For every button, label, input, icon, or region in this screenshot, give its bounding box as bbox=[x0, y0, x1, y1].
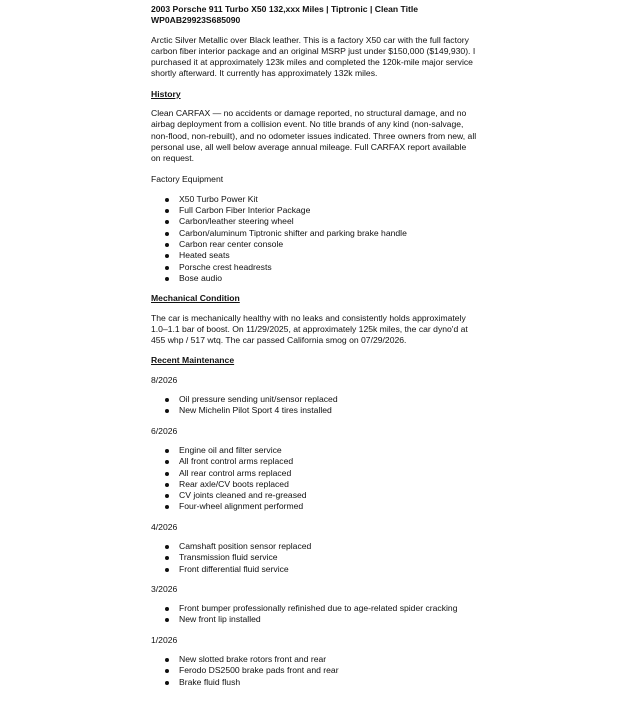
title-vin: WP0AB29923S685090 bbox=[151, 15, 241, 26]
list-item: New Michelin Pilot Sport 4 tires installed bbox=[151, 405, 478, 416]
list-item: CV joints cleaned and re-greased bbox=[151, 490, 478, 501]
list-item: Full Carbon Fiber Interior Package bbox=[151, 205, 478, 216]
list-item: Carbon/aluminum Tiptronic shifter and parking brake handle bbox=[151, 228, 478, 239]
list-item: Heated seats bbox=[151, 250, 478, 261]
list-item: X50 Turbo Power Kit bbox=[151, 194, 478, 205]
page-title bbox=[151, 4, 478, 27]
list-item: Oil pressure sending unit/sensor replaced bbox=[151, 394, 478, 405]
maintenance-list bbox=[151, 654, 478, 688]
history-heading: History bbox=[151, 88, 181, 99]
list-item: Carbon/leather steering wheel bbox=[151, 216, 478, 227]
mechanical-paragraph: The car is mechanically healthy with no leaks and consistently holds approximately 1.0–1.1 bar of boost. On 11/29/2025, at approximately 125k miles, the car dyno'd at 455 whp / 517 wtq. The car passed California smog on 07/29/2026. bbox=[151, 312, 468, 346]
maintenance-date: 8/2026 bbox=[151, 374, 178, 385]
title-line-1: 2003 Porsche 911 Turbo X50 132,xxx Miles | Tiptronic | Clean Title bbox=[151, 4, 419, 14]
history-paragraph: Clean CARFAX — no accidents or damage reported, no structural damage, and no airbag deployment from a collision event. No title brands of any kind (non-salvage, non-flood, non-rebuilt), and no odometer issues indicated. Three owners from new, all personal use, all well below average annual mileage. Full CARFAX report available on request. bbox=[151, 108, 477, 164]
list-item: Camshaft position sensor replaced bbox=[151, 541, 478, 552]
list-item: All rear control arms replaced bbox=[151, 468, 478, 479]
equipment-list bbox=[151, 194, 478, 284]
list-item: Rear axle/CV boots replaced bbox=[151, 479, 478, 490]
list-item: Front bumper professionally refinished due to age-related spider cracking bbox=[151, 603, 478, 614]
list-item: New front lip installed bbox=[151, 614, 478, 625]
list-item: Transmission fluid service bbox=[151, 552, 478, 563]
list-item: New slotted brake rotors front and rear bbox=[151, 654, 478, 665]
maintenance-list bbox=[151, 603, 478, 626]
intro-paragraph: Arctic Silver Metallic over Black leather. This is a factory X50 car with the full factory carbon fiber interior package and an original MSRP just under $150,000 ($149,930). I purchased it at approximately 123k miles and completed the 120k-mile major service shortly afterward. It currently has approximately 132k miles. bbox=[151, 34, 476, 79]
list-item: Engine oil and filter service bbox=[151, 445, 478, 456]
equipment-heading: Factory Equipment bbox=[151, 173, 224, 184]
maintenance-date: 4/2026 bbox=[151, 521, 178, 532]
list-item: Bose audio bbox=[151, 273, 478, 284]
maintenance-list bbox=[151, 394, 478, 417]
list-item: Carbon rear center console bbox=[151, 239, 478, 250]
list-item: All front control arms replaced bbox=[151, 456, 478, 467]
maintenance-date: 6/2026 bbox=[151, 425, 178, 436]
list-item: Front differential fluid service bbox=[151, 564, 478, 575]
maintenance-heading: Recent Maintenance bbox=[151, 355, 235, 366]
list-item: Four-wheel alignment performed bbox=[151, 501, 478, 512]
maintenance-list bbox=[151, 445, 478, 513]
list-item: Ferodo DS2500 brake pads front and rear bbox=[151, 665, 478, 676]
list-item: Porsche crest headrests bbox=[151, 262, 478, 273]
maintenance-date: 1/2026 bbox=[151, 634, 178, 645]
maintenance-list bbox=[151, 541, 478, 575]
list-item: Brake fluid flush bbox=[151, 677, 478, 688]
mechanical-heading: Mechanical Condition bbox=[151, 293, 240, 304]
maintenance-date: 3/2026 bbox=[151, 583, 178, 594]
